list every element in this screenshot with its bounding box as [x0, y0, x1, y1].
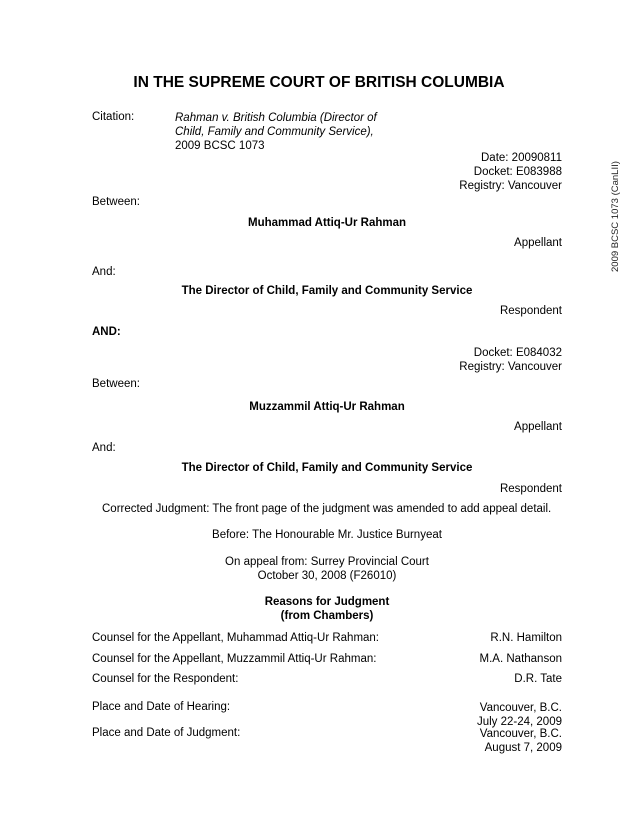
- counsel-label-1: Counsel for the Appellant, Muhammad Attiq-Ur Rahman:: [92, 632, 380, 644]
- corrected-judgment-note: Corrected Judgment: The front page of the judgment was amended to add appeal detail.: [102, 503, 552, 515]
- respondent-role-2: Respondent: [499, 483, 562, 495]
- judgment-value: [480, 727, 562, 755]
- appeal-from: [92, 555, 562, 583]
- counsel-label-2: Counsel for the Appellant, Muzzammil Attiq-Ur Rahman:: [92, 653, 377, 665]
- appeal-line-1: On appeal from: Surrey Provincial Court: [225, 556, 429, 568]
- and-label-2: And:: [92, 442, 116, 454]
- appellant-role-2: Appellant: [514, 421, 562, 433]
- between-label-2: Between:: [92, 378, 140, 390]
- reasons-line-2: (from Chambers): [280, 610, 374, 622]
- citation-label: Citation:: [92, 111, 135, 123]
- reasons-heading: [92, 595, 562, 623]
- counsel-value-2: M.A. Nathanson: [479, 653, 562, 665]
- counsel-label-3: Counsel for the Respondent:: [92, 673, 239, 685]
- judgment-place: Vancouver, B.C.: [479, 728, 562, 740]
- citation-line-1: Rahman v. British Columbia (Director of: [175, 112, 377, 124]
- registry-2: Registry: Vancouver: [459, 361, 562, 373]
- respondent-role-1: Respondent: [499, 305, 562, 317]
- document-title: IN THE SUPREME COURT OF BRITISH COLUMBIA: [133, 74, 505, 91]
- judgment-label: Place and Date of Judgment:: [92, 727, 241, 739]
- docket-1: Docket: E083988: [473, 166, 562, 178]
- side-citation: 2009 BCSC 1073 (CanLII): [610, 161, 621, 272]
- hearing-value: [477, 701, 562, 729]
- before-justice: Before: The Honourable Mr. Justice Burnyeat: [212, 529, 442, 541]
- citation-line-3: 2009 BCSC 1073: [175, 140, 265, 152]
- between-label-1: Between:: [92, 196, 140, 208]
- hearing-date: July 22-24, 2009: [476, 716, 562, 728]
- docket-block-2: [459, 346, 562, 374]
- reasons-line-1: Reasons for Judgment: [264, 596, 390, 608]
- appellant-name-2: Muzzammil Attiq-Ur Rahman: [249, 401, 405, 413]
- counsel-value-3: D.R. Tate: [514, 673, 562, 685]
- judgment-date: August 7, 2009: [484, 742, 562, 754]
- respondent-name-1: The Director of Child, Family and Community Service: [181, 285, 473, 297]
- appellant-role-1: Appellant: [514, 237, 562, 249]
- and-label-1: And:: [92, 266, 116, 278]
- hearing-label: Place and Date of Hearing:: [92, 701, 231, 713]
- docket-block-1: [459, 151, 562, 193]
- date: Date: 20090811: [481, 152, 562, 164]
- docket-2: Docket: E084032: [473, 347, 562, 359]
- and-caps-label: AND:: [92, 326, 121, 338]
- appeal-line-2: October 30, 2008 (F26010): [257, 570, 397, 582]
- registry-1: Registry: Vancouver: [459, 180, 562, 192]
- citation-line-2: Child, Family and Community Service),: [175, 126, 374, 138]
- appellant-name-1: Muhammad Attiq-Ur Rahman: [247, 217, 407, 229]
- counsel-value-1: R.N. Hamilton: [490, 632, 562, 644]
- respondent-name-2: The Director of Child, Family and Community Service: [181, 462, 473, 474]
- hearing-place: Vancouver, B.C.: [479, 702, 562, 714]
- citation-text: [175, 111, 377, 153]
